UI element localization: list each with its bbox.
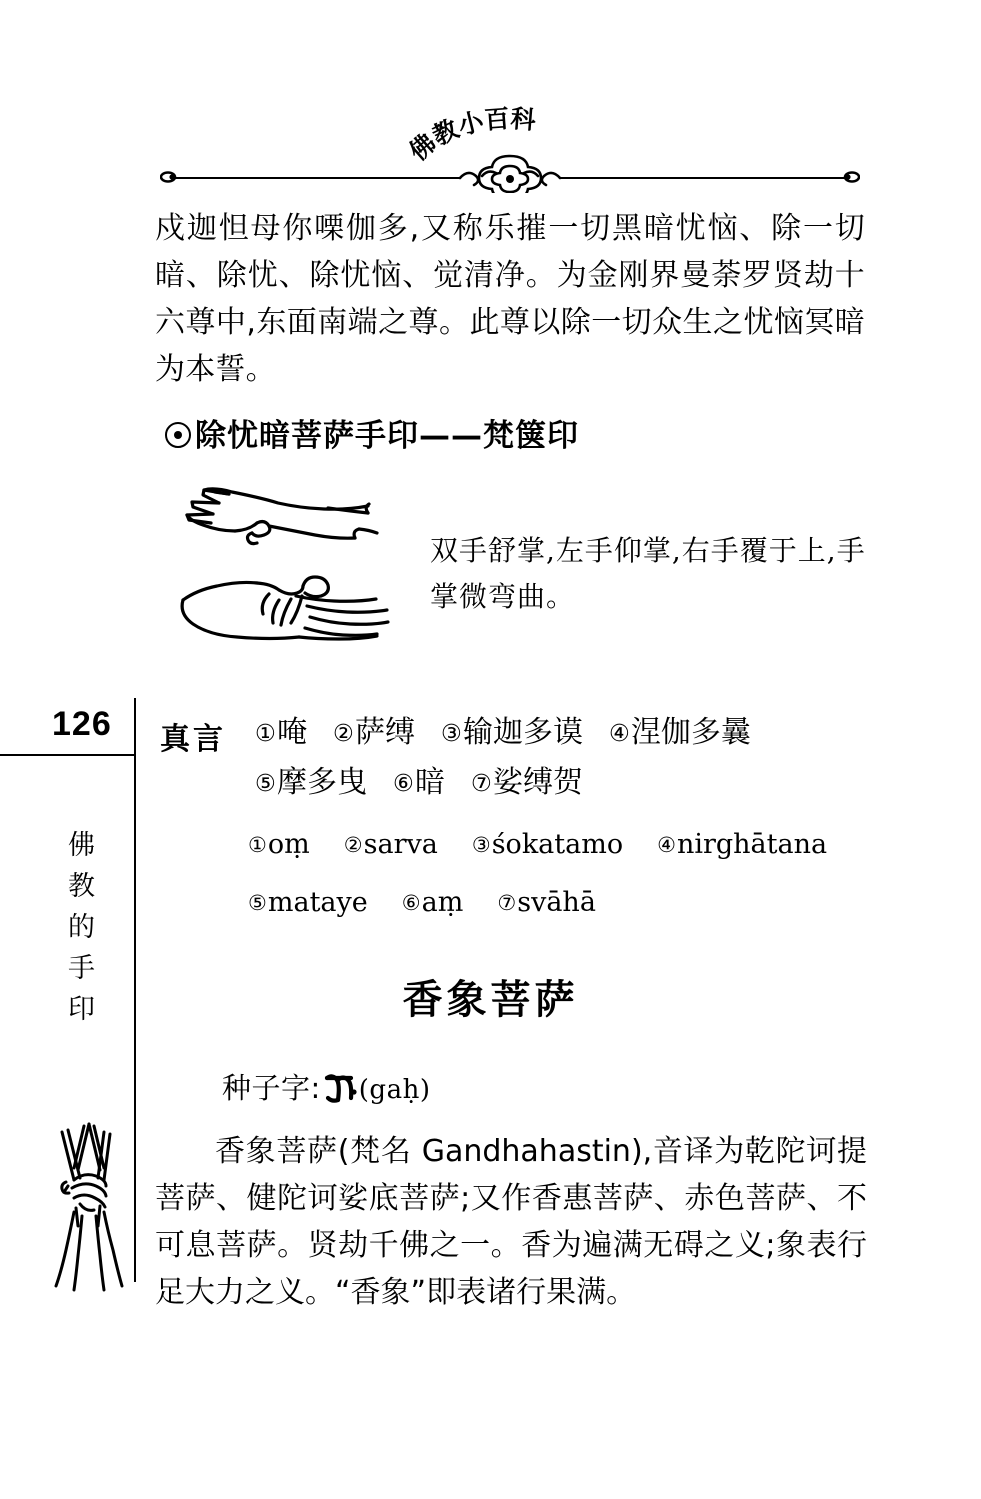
mantra-segment bbox=[255, 765, 367, 800]
mantra-segment bbox=[333, 715, 415, 750]
mantra-chinese-lines bbox=[255, 708, 860, 808]
seed-syllable-romanization: (gaḥ) bbox=[358, 1075, 431, 1105]
sidebar-chapter-label: 佛教的手印 bbox=[63, 830, 94, 1035]
mantra-translit-line bbox=[248, 874, 860, 932]
translit-segment-text: sarva bbox=[363, 829, 438, 860]
mantra-chinese-line bbox=[255, 708, 860, 758]
page-header-ornament bbox=[160, 88, 860, 193]
mantra-segment bbox=[609, 715, 751, 750]
mantra-segment-number: ③ bbox=[440, 719, 462, 747]
translit-segment bbox=[248, 829, 310, 860]
mantra-segment bbox=[471, 765, 583, 800]
translit-segment-number: ① bbox=[248, 832, 267, 857]
mantra-segment-text: 唵 bbox=[276, 715, 307, 750]
section-heading bbox=[165, 410, 579, 455]
translit-segment-text: aṃ bbox=[421, 887, 464, 918]
translit-segment-text: nirghātana bbox=[676, 829, 828, 860]
seed-syllable-label: 种子字: bbox=[222, 1071, 321, 1105]
translit-segment-number: ⑤ bbox=[248, 890, 267, 915]
mantra-segment-text: 摩多曳 bbox=[276, 765, 367, 800]
deity-title: 香象菩萨 bbox=[402, 977, 579, 1023]
translit-segment bbox=[497, 887, 596, 918]
translit-segment-number: ④ bbox=[657, 832, 676, 857]
translit-segment-text: svāhā bbox=[517, 887, 596, 918]
mantra-segment-text: 萨缚 bbox=[354, 715, 415, 750]
mantra-segment bbox=[393, 765, 445, 800]
siddham-gah-glyph-icon bbox=[323, 1070, 357, 1104]
mantra-segment-number: ⑥ bbox=[392, 769, 414, 797]
mantra-segment-text: 暗 bbox=[414, 765, 445, 800]
mantra-segment bbox=[441, 715, 583, 750]
header-decorative-rule bbox=[160, 148, 860, 193]
mantra-segment-text: 娑缚贺 bbox=[492, 765, 583, 800]
translit-segment bbox=[344, 829, 438, 860]
mantra-segment-number: ① bbox=[255, 719, 276, 747]
translit-segment bbox=[248, 887, 368, 918]
translit-segment-text: oṃ bbox=[267, 829, 310, 860]
page-number-horizontal-rule bbox=[0, 754, 136, 756]
mantra-segment-number: ④ bbox=[608, 719, 630, 747]
mantra-translit-line bbox=[248, 816, 860, 874]
mantra-chinese-line bbox=[255, 758, 860, 808]
top-paragraph-block bbox=[155, 205, 865, 393]
mantra-segment-number: ② bbox=[332, 719, 354, 747]
arch-title-text: 佛教小百科 bbox=[403, 103, 537, 167]
seed-syllable-line bbox=[222, 1066, 430, 1107]
deity-description-paragraph: 香象菩萨(梵名 Gandhahastin),音译为乾陀诃提菩萨、健陀诃娑底菩萨;又作香惠菩萨、赤色菩萨、不可息菩萨。贤劫千佛之一。香为遍满无碍之义;象表行足大力之义。“香象”即表诸行果满。 bbox=[155, 1134, 867, 1310]
translit-segment bbox=[657, 829, 827, 860]
translit-segment bbox=[402, 887, 464, 918]
translit-segment-number: ⑥ bbox=[401, 890, 421, 915]
page-number: 126 bbox=[52, 705, 112, 743]
mantra-segment-number: ⑦ bbox=[470, 769, 492, 797]
mantra-transliteration-lines bbox=[248, 816, 860, 932]
sidebar-mudra-icon bbox=[48, 1108, 130, 1293]
translit-segment-number: ③ bbox=[471, 832, 491, 857]
translit-segment-text: śokatamo bbox=[491, 829, 624, 860]
translit-segment bbox=[472, 829, 623, 860]
top-paragraph: 戍迦怛母你㗚伽多,又称乐摧一切黑暗忧恼、除一切暗、除忧、除忧恼、觉清净。为金刚界曼荼罗贤劫十六尊中,东面南端之尊。此尊以除一切众生之忧恼冥暗为本誓。 bbox=[155, 211, 865, 387]
mantra-label: 真言 bbox=[160, 722, 226, 757]
translit-segment-text: mataye bbox=[267, 887, 368, 918]
mantra-segment bbox=[255, 715, 307, 750]
mantra-segment-text: 输迦多谟 bbox=[462, 715, 583, 750]
mantra-block bbox=[160, 708, 860, 932]
section-heading-text: 除忧暗菩萨手印——梵箧印 bbox=[195, 418, 579, 454]
mudra-hands-illustration bbox=[165, 478, 410, 643]
translit-segment-number: ② bbox=[343, 832, 363, 857]
translit-segment-number: ⑦ bbox=[497, 890, 517, 915]
bullseye-bullet-icon bbox=[165, 422, 191, 448]
mantra-segment-text: 涅伽多曩 bbox=[630, 715, 751, 750]
mantra-segment-number: ⑤ bbox=[255, 769, 276, 797]
mudra-caption: 双手舒掌,左手仰掌,右手覆于上,手掌微弯曲。 bbox=[430, 534, 866, 613]
